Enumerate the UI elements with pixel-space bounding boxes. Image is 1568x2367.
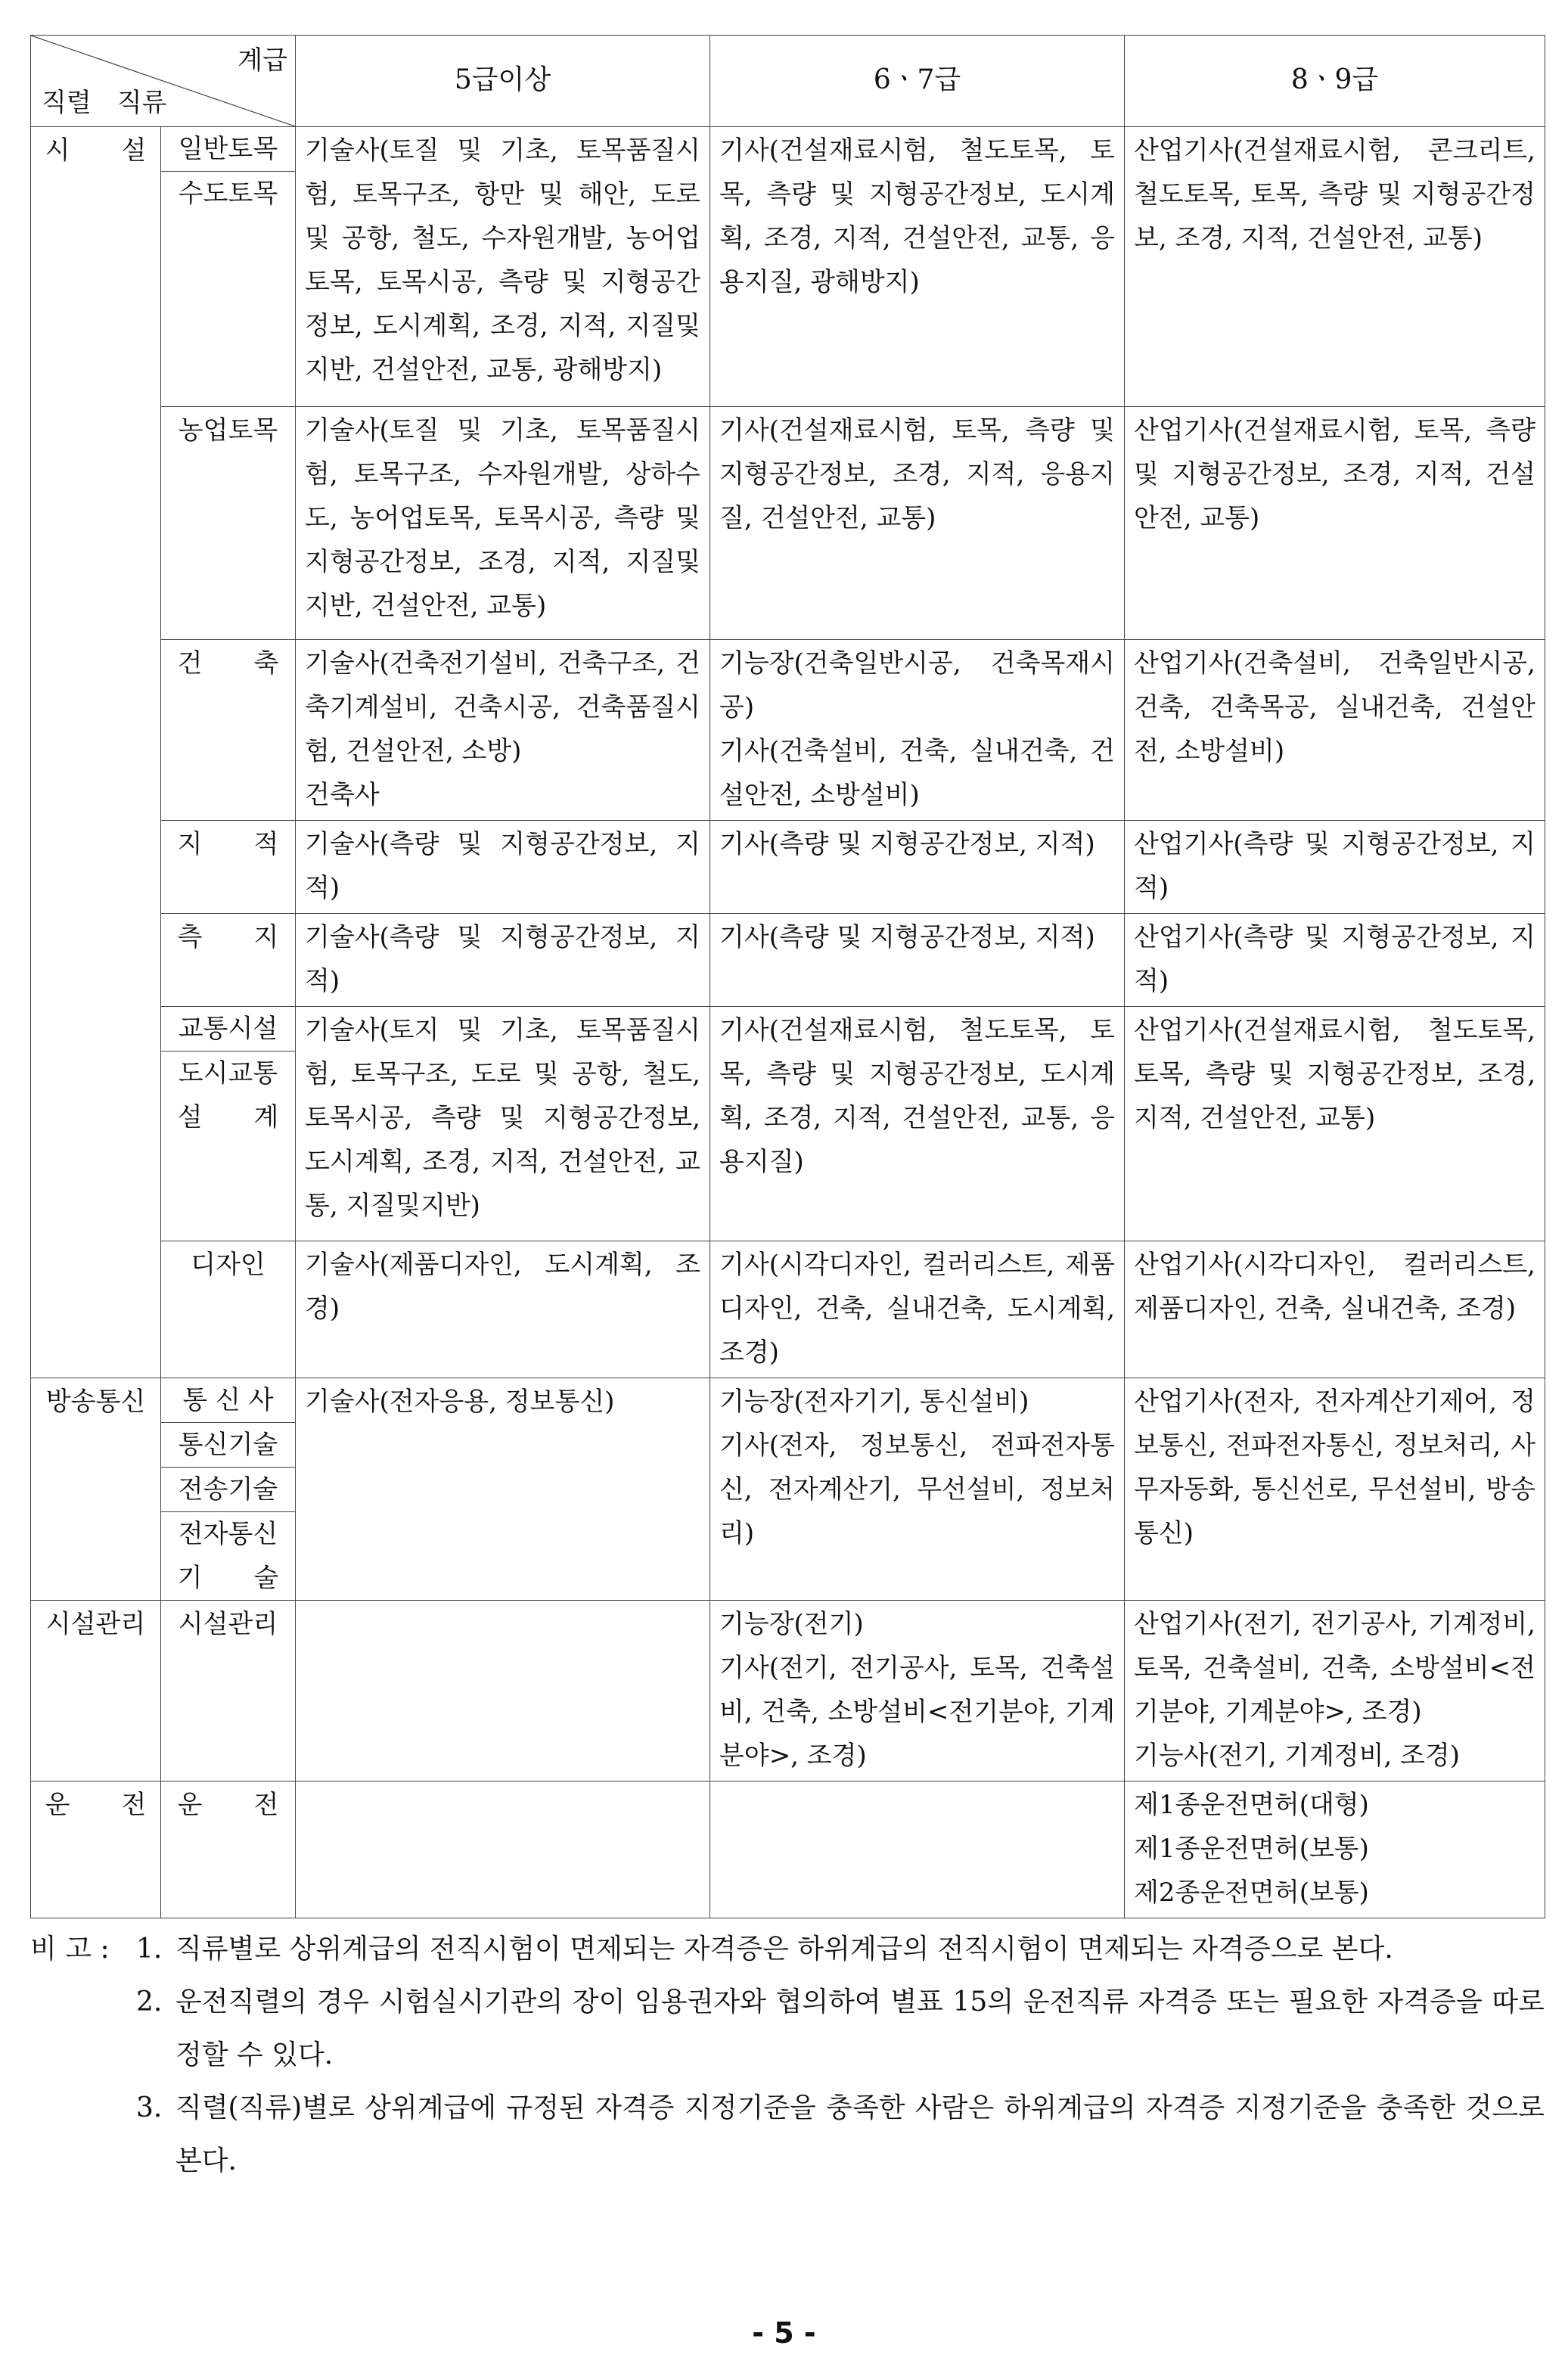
header-grade-6-7: 6ㆍ7급 [710, 36, 1125, 127]
note-text: 직렬(직류)별로 상위계급에 규정된 자격증 지정기준을 충족한 사람은 하위계급의 자격증 지정기준을 충족한 것으로 본다. [175, 2092, 1545, 2176]
table-row [31, 1378, 1545, 1601]
qualification-cell-g67 [710, 1781, 1125, 1918]
table-row [31, 821, 1545, 914]
job-class-label: 디자인 [191, 1250, 265, 1280]
job-class-cell [161, 821, 296, 914]
qualification-cell-g89: 산업기사(시각디자인, 컬러리스트, 제품디자인, 건축, 실내건축, 조경) [1125, 1241, 1545, 1378]
qualification-cell-g5: 기술사(토지 및 기초, 토목품질시험, 토목구조, 도로 및 공항, 철도, 토목시공, 측량 및 지형공간정보, 도시계획, 조경, 지적, 건설안전, 교통, 지질및지반) [296, 1007, 710, 1241]
qualification-line: 기사(전자, 정보통신, 전파전자통신, 전자계산기, 무선설비, 정보처리) [719, 1430, 1115, 1548]
note-prefix [30, 2082, 136, 2188]
notes-section [30, 1923, 1545, 2188]
qualification-cell-g89: 산업기사(측량 및 지형공간정보, 지적) [1125, 821, 1545, 914]
job-class-cell [161, 1601, 296, 1781]
qualification-cell-g67: 기사(건설재료시험, 토목, 측량 및 지형공간정보, 조경, 지적, 응용지질, 건설안전, 교통) [710, 407, 1125, 640]
note-number: 2. [136, 1986, 163, 2018]
qualification-cell-g89: 산업기사(측량 및 지형공간정보, 지적) [1125, 914, 1545, 1007]
qualification-line: 제2종운전면허(보통) [1134, 1878, 1369, 1908]
qualification-line: 산업기사(전기, 전기공사, 기계정비, 토목, 건축설비, 건축, 소방설비<전기분야, 기계분야>, 조경) [1134, 1609, 1535, 1727]
qualification-line: 제1종운전면허(대형) [1134, 1790, 1369, 1820]
qualification-line: 기사(전기, 전기공사, 토목, 건축설비, 건축, 소방설비<전기분야, 기계분야>, 조경) [719, 1653, 1115, 1771]
job-class-label: 교통시설 [161, 1007, 295, 1051]
qualification-cell-g89: 산업기사(건설재료시험, 콘크리트, 철도토목, 토목, 측량 및 지형공간정보, 조경, 지적, 건설안전, 교통) [1125, 127, 1545, 407]
series-cell: 시설관리 [31, 1601, 161, 1781]
note-text: 운전직렬의 경우 시험실시기관의 장이 임용권자와 협의하여 별표 15의 운전직류 자격증 또는 필요한 자격증을 따로 정할 수 있다. [175, 1986, 1545, 2070]
job-class-label: 통신기술 [161, 1423, 295, 1468]
job-class-label: 운 전 [177, 1790, 279, 1820]
qualification-line: 기능장(건축일반시공, 건축목재시공) [719, 648, 1115, 722]
qualification-line: 건축사 [305, 780, 380, 810]
job-class-label: 건 축 [177, 648, 279, 679]
qualification-cell-g67 [710, 1378, 1125, 1601]
qualification-line: 기사(건축설비, 건축, 실내건축, 건설안전, 소방설비) [719, 736, 1115, 810]
job-class-cell [161, 1241, 296, 1378]
qualification-cell-g5 [296, 1781, 710, 1918]
header-corner-cell [31, 36, 296, 127]
job-class-label: 시설관리 [178, 1609, 278, 1639]
job-class-cell [161, 1378, 296, 1601]
qualification-cell-g5: 기술사(측량 및 지형공간정보, 지적) [296, 821, 710, 914]
qualification-cell-g67: 기사(시각디자인, 컬러리스트, 제품디자인, 건축, 실내건축, 도시계획, 조경) [710, 1241, 1125, 1378]
qualification-cell-g67 [710, 640, 1125, 821]
table-row [31, 1241, 1545, 1378]
table-header-row [31, 36, 1545, 127]
qualification-cell-g67: 기사(건설재료시험, 철도토목, 토목, 측량 및 지형공간정보, 도시계획, 조경, 지적, 건설안전, 교통, 응용지질, 광해방지) [710, 127, 1125, 407]
job-class-cell [161, 1781, 296, 1918]
note-text: 직류별로 상위계급의 전직시험이 면제되는 자격증은 하위계급의 전직시험이 면제되는 자격증으로 본다. [175, 1934, 1393, 1965]
table-row [31, 1781, 1545, 1918]
job-class-cell [161, 127, 296, 407]
qualification-table [30, 35, 1545, 1918]
table-row [31, 127, 1545, 407]
job-class-label: 일반토목 [161, 127, 295, 172]
note-item [30, 1923, 1545, 1976]
header-grade-5: 5급이상 [296, 36, 710, 127]
job-class-label: 측 지 [177, 922, 279, 952]
series-cell: 방송통신 [31, 1378, 161, 1601]
qualification-cell-g5: 기술사(토질 및 기초, 토목품질시험, 토목구조, 항만 및 해안, 도로 및 공항, 철도, 수자원개발, 농어업토목, 토목시공, 측량 및 지형공간정보, 도시계획, 조경, 지적, 지질및지반, 건설안전, 교통, 광해방지) [296, 127, 710, 407]
note-item [30, 2082, 1545, 2188]
table-row [31, 914, 1545, 1007]
series-cell: 시 설 [31, 127, 161, 1378]
job-class-label: 전송기술 [161, 1468, 295, 1512]
job-class-label: 농업토목 [178, 415, 278, 446]
note-prefix: 비 고 : [30, 1934, 119, 1965]
qualification-cell-g89: 산업기사(건설재료시험, 토목, 측량 및 지형공간정보, 조경, 지적, 건설안전, 교통) [1125, 407, 1545, 640]
qualification-cell-g67: 기사(측량 및 지형공간정보, 지적) [710, 821, 1125, 914]
qualification-line: 기능사(전기, 기계정비, 조경) [1134, 1741, 1461, 1771]
qualification-cell-g89: 산업기사(전자, 전자계산기제어, 정보통신, 전파전자통신, 정보처리, 사무자동화, 통신선로, 무선설비, 방송통신) [1125, 1378, 1545, 1601]
job-class-label: 지 적 [177, 829, 279, 859]
qualification-line: 기능장(전기) [719, 1609, 864, 1639]
qualification-cell-g5: 기술사(전자응용, 정보통신) [296, 1378, 710, 1601]
job-class-cell [161, 640, 296, 821]
qualification-line: 기능장(전자기기, 통신설비) [719, 1387, 1029, 1417]
note-number: 1. [136, 1934, 163, 1965]
qualification-cell-g5: 기술사(제품디자인, 도시계획, 조경) [296, 1241, 710, 1378]
note-number: 3. [136, 2092, 163, 2123]
page-number: - 5 - [752, 2316, 816, 2350]
table-row [31, 1601, 1545, 1781]
qualification-cell-g89 [1125, 1601, 1545, 1781]
job-class-label: 통 신 사 [161, 1378, 295, 1423]
job-class-cell [161, 1007, 296, 1241]
qualification-cell-g5 [296, 1601, 710, 1781]
qualification-cell-g89: 산업기사(건설재료시험, 철도토목, 토목, 측량 및 지형공간정보, 조경, 지적, 건설안전, 교통) [1125, 1007, 1545, 1241]
qualification-cell-g5 [296, 640, 710, 821]
job-class-cell [161, 407, 296, 640]
qualification-cell-g5: 기술사(토질 및 기초, 토목품질시험, 토목구조, 수자원개발, 상하수도, 농어업토목, 토목시공, 측량 및 지형공간정보, 조경, 지적, 지질및지반, 건설안전, 교통) [296, 407, 710, 640]
qualification-cell-g89: 산업기사(건축설비, 건축일반시공, 건축, 건축목공, 실내건축, 건설안전, 소방설비) [1125, 640, 1545, 821]
qualification-line: 제1종운전면허(보통) [1134, 1834, 1369, 1864]
series-cell: 운 전 [31, 1781, 161, 1918]
table-row [31, 407, 1545, 640]
qualification-cell-g5: 기술사(측량 및 지형공간정보, 지적) [296, 914, 710, 1007]
qualification-cell-g67: 기사(건설재료시험, 철도토목, 토목, 측량 및 지형공간정보, 도시계획, 조경, 지적, 건설안전, 교통, 응용지질) [710, 1007, 1125, 1241]
qualification-cell-g67: 기사(측량 및 지형공간정보, 지적) [710, 914, 1125, 1007]
job-class-label: 전자통신 기 술 [177, 1519, 279, 1593]
header-grade-8-9: 8ㆍ9급 [1125, 36, 1545, 127]
table-row [31, 1007, 1545, 1241]
table-row [31, 640, 1545, 821]
header-grade-label: 계급 [238, 45, 287, 76]
job-class-label: 도시교통 설 계 [177, 1058, 279, 1132]
job-class-cell [161, 914, 296, 1007]
qualification-line: 기술사(건축전기설비, 건축구조, 건축기계설비, 건축시공, 건축품질시험, 건설안전, 소방) [305, 648, 700, 766]
header-series-label: 직렬 직류 [42, 88, 167, 118]
job-class-label: 수도토목 [178, 179, 278, 209]
qualification-cell-g67 [710, 1601, 1125, 1781]
qualification-cell-g89 [1125, 1781, 1545, 1918]
note-prefix [30, 1976, 136, 2082]
note-item [30, 1976, 1545, 2082]
